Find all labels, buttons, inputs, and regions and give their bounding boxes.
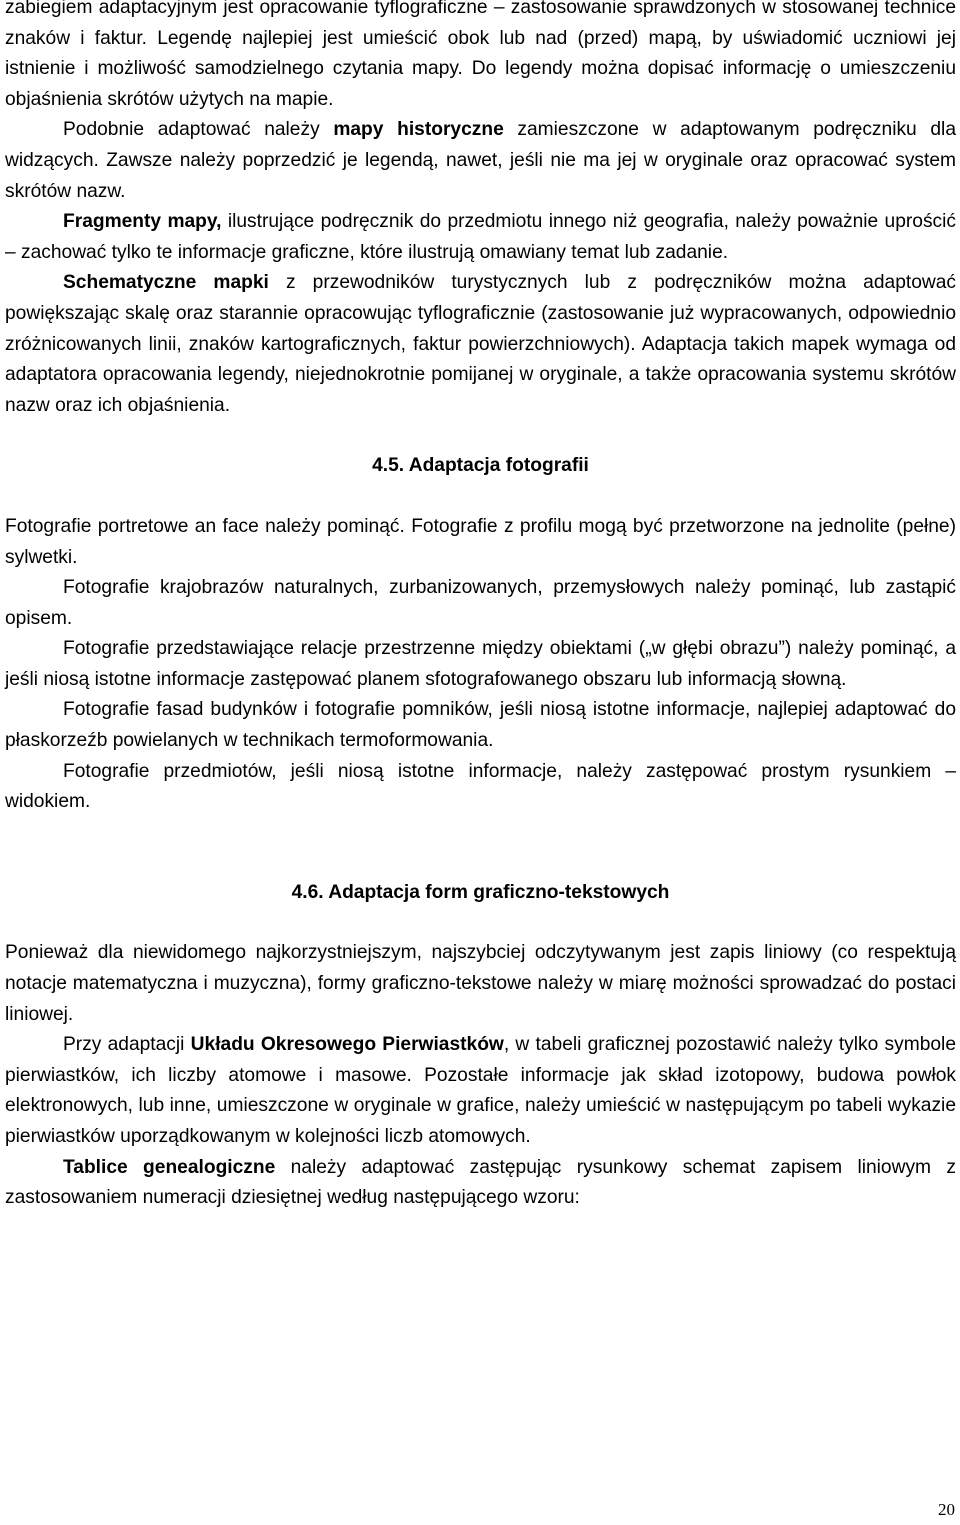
bold-term: Schematyczne mapki (63, 272, 269, 294)
paragraph-legend: zabiegiem adaptacyjnym jest opracowanie tyflograficzne – zastosowanie sprawdzonych w stosowanej technice znaków i faktur. Legendę najlepiej jest umieścić obok lub nad (przed) mapą, by uświadomić uczniowi jej istnienie i możliwość samodzielnego czytania mapy. Do legendy można dopisać informację o umieszczeniu objaśnienia skrótów użytych na mapie. (5, 0, 956, 110)
section-heading-4-5: 4.5. Adaptacja fotografii (372, 455, 589, 477)
bold-term: Tablice genealogiczne (63, 1156, 276, 1178)
paragraph-facade-photos: Fotografie fasad budynków i fotografie pomników, jeśli niosą istotne informacje, najlepiej adaptować do płaskorzeźb powielanych w technikach termoformowania. (5, 699, 956, 752)
paragraph-portrait-photos: Fotografie portretowe an face należy pominąć. Fotografie z profilu mogą być przetworzone na jednolite (pełne) sylwetki. (5, 515, 956, 568)
paragraph-linear-notation: Ponieważ dla niewidomego najkorzystniejszym, najszybciej odczytywanym jest zapis liniowy (co respektują notacje matematyczna i muzyczna), formy graficzno-tekstowe należy w miarę możności sprowadzać do postaci liniowej. (5, 942, 956, 1025)
bold-term: Fragmenty mapy, (63, 211, 222, 233)
text-run: ilustrujące podręcznik do przedmiotu innego niż geografia, należy poważnie uprościć – zachować tylko te informacje graficzne, które ilustrują omawiany temat lub zadanie. (5, 211, 956, 263)
paragraph-object-photos: Fotografie przedmiotów, jeśli niosą istotne informacje, należy zastępować prostym rysunkiem – widokiem. (5, 760, 956, 813)
paragraph-periodic-table (5, 1030, 956, 1152)
bold-term: Układu Okresowego Pierwiastków (190, 1034, 504, 1056)
paragraph-schematic-maps (5, 268, 956, 421)
bold-term: mapy historyczne (333, 119, 504, 141)
paragraph-historical-maps (5, 115, 956, 207)
document-page (5, 0, 956, 1214)
paragraph-spatial-photos: Fotografie przedstawiające relacje przestrzenne między obiektami („w głębi obrazu”) należy pominąć, a jeśli niosą istotne informacje zastępować planem sfotografowanego obszaru lub informacją słowną. (5, 638, 956, 690)
text-run: należy adaptować zastępując rysunkowy schemat zapisem liniowym z zastosowaniem numeracji dziesiętnej według następującego wzoru: (5, 1156, 956, 1209)
paragraph-genealogy-tables (5, 1153, 956, 1214)
paragraph-landscape-photos: Fotografie krajobrazów naturalnych, zurbanizowanych, przemysłowych należy pominąć, lub zastąpić opisem. (5, 577, 956, 629)
text-run: z przewodników turystycznych lub z podręczników można adaptować powiększając skalę oraz starannie opracowując tyflograficznie (zastosowanie już wypracowanych, odpowiednio zróżnicowanych linii, znaków kartograficznych, faktur powierzchniowych). Adaptacja takich mapek wymaga od adaptatora opracowania legendy, niejednokrotnie pomijanej w oryginale, a także opracowania systemu skrótów nazw oraz ich objaśnienia. (5, 272, 956, 416)
text-run: Podobnie adaptować należy (63, 119, 334, 141)
page-number: 20 (938, 1500, 955, 1519)
paragraph-map-fragments (5, 207, 956, 268)
text-run: , w tabeli graficznej pozostawić należy tylko symbole pierwiastków, ich liczby atomowe i masowe. Pozostałe informacje jak skład izotopowy, budowa powłok elektronowych, lub inne, umieszczone w oryginale w grafice, należy umieścić w następującym po tabeli wykazie pierwiastków uporządkowanym w kolejności liczb atomowych. (5, 1034, 956, 1147)
text-run: Przy adaptacji (63, 1034, 191, 1056)
section-heading-4-6: 4.6. Adaptacja form graficzno-tekstowych (291, 881, 670, 903)
text-run: zamieszczone w adaptowanym podręczniku dla widzących. Zawsze należy poprzedzić je legendą, nawet, jeśli nie ma jej w oryginale oraz opracować system skrótów nazw. (5, 119, 956, 202)
